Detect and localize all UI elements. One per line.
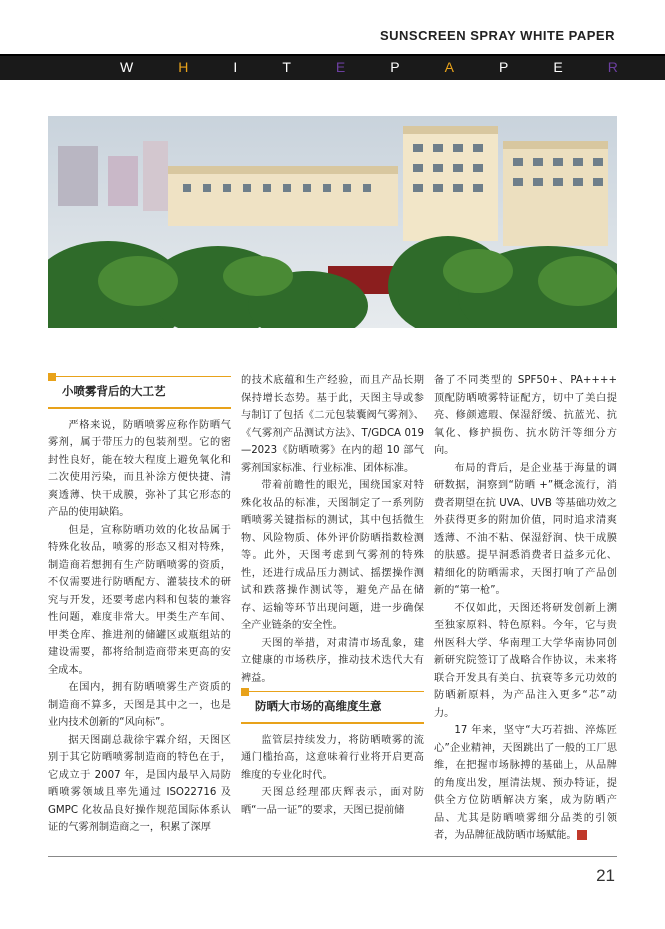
paragraph: 但是，宣称防晒功效的化妆品属于特殊化妆品，喷雾的形态又相对特殊，制造商若想拥有生产防晒喷雾的资质，不仅需要进行防晒配方、灌装技术的研究与开发，还要考虑内料和包装的兼容性问题，难度非常大。甲类生产车间、甲类仓库、推进剂的储罐区或瓶组站的建设需要，都将给制造商带来更高的安全成本。 <box>48 524 231 676</box>
banner-letter: E <box>553 59 565 75</box>
paragraph: 备了不同类型的 SPF50+、PA++++ 顶配防晒喷雾特证配方，切中了美白提亮、修颜遮瑕、保湿舒缓、抗蓝光、抗氧化、修护损伤、抗水防汗等细分方向。 <box>434 375 617 456</box>
section-heading-market: 防晒大市场的高维度生意 <box>241 691 424 724</box>
paragraph: 据天图副总裁徐宇霖介绍，天图区别于其它防晒喷雾制造商的特色在于，它成立于 2007 年，是国内最早入局防晒喷雾领域且率先通过 ISO22716 及 GMPC 化妆品良好操作规范国际体系认证的气雾剂制造商之一，积累了深厚 <box>48 734 231 833</box>
paragraph: 不仅如此，天图还将研发创新上溯至独家原料、特色原料。今年，它与贵州医科大学、华南理工大学华南协同创新研究院签订了战略合作协议，未来将联合开发具有美白、抗衰等多元功效的防晒新原料，为产品注入更多“芯”动力。 <box>434 602 617 719</box>
header-title: SUNSCREEN SPRAY WHITE PAPER <box>379 28 615 43</box>
banner-letter: R <box>607 59 620 75</box>
article-columns <box>48 372 617 842</box>
banner-letter: A <box>444 59 457 75</box>
column-3 <box>434 372 617 842</box>
page-number: 21 <box>596 866 615 885</box>
banner-letters <box>120 59 620 75</box>
paragraph: 天图的举措，对肃清市场乱象，建立健康的市场秩序，推动技术迭代大有裨益。 <box>241 637 424 684</box>
paragraph: 在国内，拥有防晒喷雾生产资质的制造商不算多，天图是其中之一，也是业内技术创新的“风向标”。 <box>48 682 231 728</box>
paragraph: 的技术底蕴和生产经验，而且产品长期保持增长态势。基于此，天图主导或参与制订了包括《二元包装囊阀气雾剂》、《气雾剂产品测试方法》、T/GDCA 019—2023《防晒喷雾》在内的超 10 部气雾剂国家标准、行业标准、团体标准。 <box>241 375 424 474</box>
banner-letter: P <box>390 59 402 75</box>
white-paper-banner <box>0 54 665 80</box>
factory-photo <box>48 116 617 328</box>
banner-letter: E <box>335 59 348 75</box>
column-2 <box>241 372 424 842</box>
banner-letter: H <box>178 59 191 75</box>
banner-letter: T <box>282 59 293 75</box>
footer-divider <box>48 856 617 857</box>
paragraph: 布局的背后，是企业基于海量的调研数据，洞察到“防晒 +”概念流行，消费者期望在抗 UVA、UVB 等基础功效之外获得更多的附加价值，同时追求清爽透薄、不油不粘、保湿舒润、快干成膜的肤感。提早洞悉消费者日益多元化、精细化的防晒需求，天图打响了产品创新的“第一枪”。 <box>434 462 617 596</box>
end-mark-icon: 汇 <box>577 830 587 840</box>
paragraph-last <box>434 722 617 845</box>
section-heading-craft: 小喷雾背后的大工艺 <box>48 376 231 409</box>
banner-letter: W <box>120 59 136 75</box>
banner-letter: P <box>499 59 511 75</box>
paragraph: 监管层持续发力，将防晒喷雾的流通门槛抬高，这意味着行业将开启更高维度的专业化时代。 <box>241 734 424 781</box>
banner-letter: I <box>233 59 240 75</box>
paragraph-text: 17 年来，坚守“大巧若拙、淬炼匠心”企业精神，天图跳出了一般的工厂思维，在把握市场脉搏的基础上，从品牌的角度出发，厘清法规、预办特证，提供全方位防晒解决方案，成为防晒产品、尤其是防晒喷雾细分品类的引领者，为品牌征战防晒市场赋能。 <box>434 725 617 841</box>
column-1 <box>48 372 231 842</box>
paragraph: 严格来说，防晒喷雾应称作防晒气雾剂，属于带压力的包装剂型。它的密封性良好，能在较大程度上避免氧化和二次使用污染，而且补涂方便快捷、清爽透薄、快干成膜，弥补了其它形态的产品的使用缺陷。 <box>48 419 231 518</box>
paragraph: 带着前瞻性的眼光，围绕国家对特殊化妆品的标准，天图制定了一系列防晒喷雾关键指标的测试，其中包括微生物、风险物质、体外评价防晒指数检测等。此外，天图考虑到气雾剂的特殊性，还进行成品压力测试、摇摆操作测试和跌落操作测试等，避免产品在储存、运输等环节出现问题，进一步确保全产业链条的安全性。 <box>241 480 424 631</box>
paragraph: 天图总经理邵庆辉表示，面对防晒“一品一证”的要求，天图已提前储 <box>241 787 424 816</box>
factory-photo-illustration <box>48 116 617 328</box>
